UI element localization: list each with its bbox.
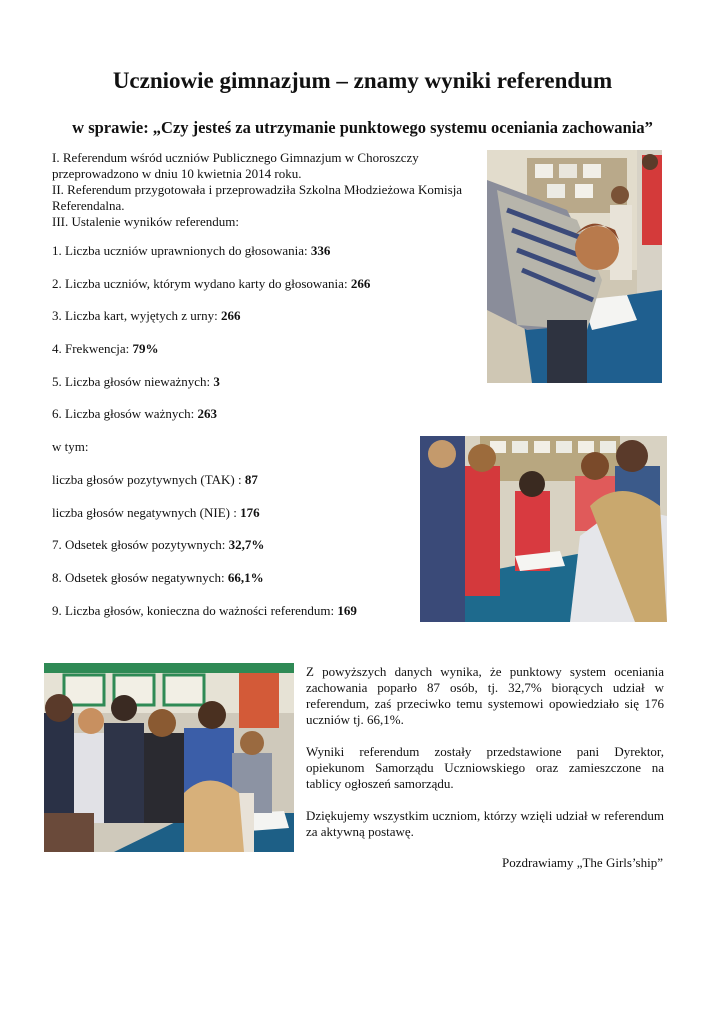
photo-students-hallway [44,663,294,852]
photo-student-voting [487,150,662,383]
result-value: 176 [240,504,260,520]
result-row: 4. Frekwencja: 79% [52,341,159,357]
result-value: 336 [310,243,331,258]
intro-line: III. Ustalenie wyników referendum: [52,214,239,229]
intro-line: przeprowadzono w dniu 10 kwietnia 2014 roku. [52,166,302,181]
intro-block [52,150,482,230]
summary-paragraph: Wyniki referendum zostały przedstawione pani Dyrektor, opiekunom Samorządu Uczniowskiego oraz zamieszczone na tablicy ogłoszeń samorządu. [306,744,664,791]
summary-paragraph: Z powyższych danych wynika, że punktowy system oceniania zachowania poparło 87 osób, tj. 32,7% biorących udział w referendum, zaś przeciwko temu systemowi opowiedziało się 176 uczniów tj. 66,1%. [306,664,664,727]
result-row: liczba głosów negatywnych (NIE) : 176 [52,504,260,520]
result-value: 263 [197,406,217,422]
result-row: 7. Odsetek głosów pozytywnych: 32,7% [52,537,265,553]
signature: Pozdrawiamy „The Girls’ship” [501,855,663,870]
result-value: 79% [132,341,159,357]
page-title: Uczniowie gimnazjum – znamy wyniki referendum [112,68,613,93]
result-value: 3 [213,373,220,389]
result-row: 3. Liczba kart, wyjętych z urny: 266 [52,308,241,324]
intro-line: II. Referendum przygotowała i przeprowadziła Szkolna Młodzieżowa Komisja [52,182,463,197]
result-row: 6. Liczba głosów ważnych: 263 [52,406,217,422]
result-row: liczba głosów pozytywnych (TAK) : 87 [52,471,258,487]
result-row: w tym: [52,439,89,455]
result-value: 66,1% [227,569,264,585]
result-value: 87 [244,471,258,487]
results-list [52,243,412,635]
intro-line: I. Referendum wśród uczniów Publicznego Gimnazjum w Choroszczy [52,150,419,165]
result-value: 266 [350,275,371,291]
result-row: 8. Odsetek głosów negatywnych: 66,1% [52,569,264,585]
summary-text [306,664,664,856]
photo-students-group [420,436,667,622]
result-row: 2. Liczba uczniów, którym wydano karty do głosowania: 266 [52,275,371,291]
result-value: 32,7% [228,537,265,553]
page-subtitle: w sprawie: „Czy jesteś za utrzymanie punktowego systemu oceniania zachowania” [72,118,653,137]
result-value: 169 [337,602,357,618]
result-value: 266 [220,308,241,324]
result-row: 5. Liczba głosów nieważnych: 3 [52,373,220,389]
result-row: 1. Liczba uczniów uprawnionych do głosowania: 336 [52,243,331,258]
result-row: 9. Liczba głosów, konieczna do ważności referendum: 169 [52,602,357,618]
intro-line: Referendalna. [52,198,125,213]
summary-paragraph: Dziękujemy wszystkim uczniom, którzy wzięli udział w referendum za aktywną postawę. [306,808,664,839]
